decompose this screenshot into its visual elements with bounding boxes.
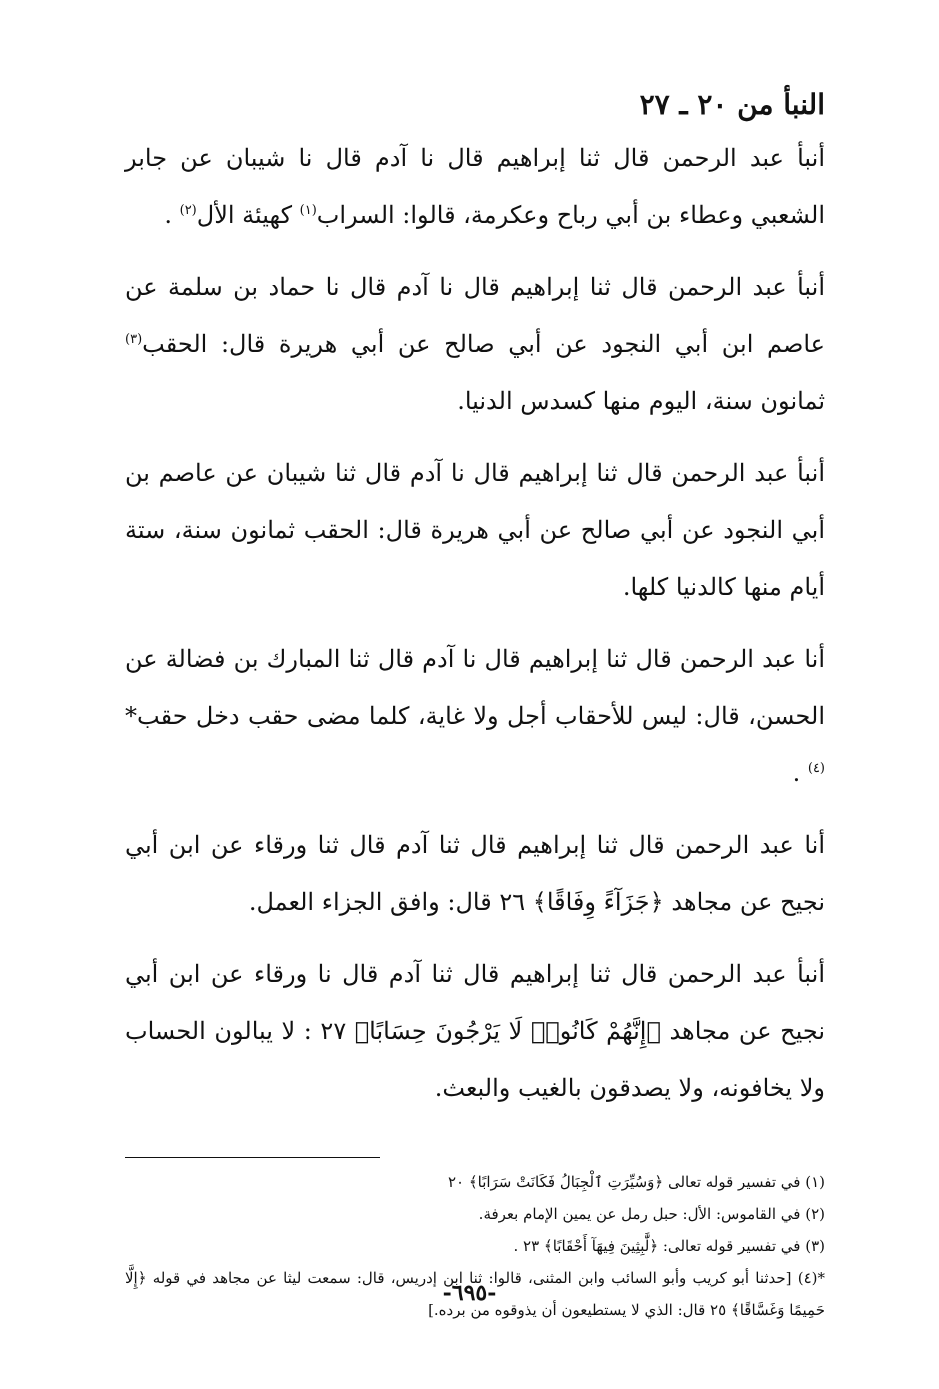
paragraph-1: أنبأ عبد الرحمن قال ثنا إبراهيم قال نا آدم قال نا شيبان عن جابر الشعبي وعطاء بن أبي رباح وعكرمة، قالوا: السراب$^{(١)}$ كهيئة الأل$^{(٢)}$ . xyxy=(125,144,825,229)
footnote-ref-2: (٢) xyxy=(179,203,197,218)
paragraph-3: أنبأ عبد الرحمن قال ثنا إبراهيم قال نا آدم قال ثنا شيبان عن عاصم بن أبي النجود عن أبي صالح عن أبي هريرة قال: الحقب ثمانون سنة، ستة أيام منها كالدنيا كلها. xyxy=(125,459,825,601)
footnote-ref-1: (١) xyxy=(299,203,317,218)
paragraph-5: أنا عبد الرحمن قال ثنا إبراهيم قال ثنا آدم قال ثنا ورقاء عن ابن أبي نجيح عن مجاهد ﴿جَزَآءً وِفَاقًا﴾ ٢٦ قال: وافق الجزاء العمل. xyxy=(125,831,825,916)
footnote-1: (١) في تفسير قوله تعالى ﴿وَسُيِّرَتِ ٱلْجِبَالُ فَكَانَتْ سَرَابًا﴾ ٢٠ xyxy=(447,1173,825,1191)
running-header: النبأ من ٢٠ ـ ٢٧ xyxy=(639,88,825,121)
paragraph-6: أنبأ عبد الرحمن قال ثنا إبراهيم قال ثنا آدم قال نا ورقاء عن ابن أبي نجيح عن مجاهد ﴿إِنَّهُمْ كَانُوا۟ لَا يَرْجُونَ حِسَابًا﴾ ٢٧ : لا يبالون الحساب ولا يخافونه، ولا يصدقون بالغيب والبعث. xyxy=(125,960,825,1102)
page-body xyxy=(125,80,825,1326)
paragraph-4: أنا عبد الرحمن قال ثنا إبراهيم قال نا آدم قال ثنا المبارك بن فضالة عن الحسن، قال: ليس للأحقاب أجل ولا غاية، كلما مضى حقب دخل حقب*$^{(٤)}$ . xyxy=(125,645,825,787)
footnote-3: (٣) في تفسير قوله تعالى: ﴿لَّٰبِثِينَ فِيهَآ أَحْقَابًا﴾ ٢٣ . xyxy=(513,1237,825,1255)
footnote-2: (٢) في القاموس: الأل: حبل رمل عن يمين الإمام بعرفة. xyxy=(478,1205,825,1223)
footnote-4: *(٤) [حدثنا أبو كريب وأبو السائب وابن المثنى، قالوا: ثنا ابن إدريس، قال: سمعت ليثا عن مجاهد في قوله ﴿إِلَّا حَمِيمًا وَغَسَّاقًا﴾ ٢٥ قال: الذي لا يستطيعون أن يذوقوه من برده.] xyxy=(125,1269,825,1319)
footnote-divider xyxy=(125,1157,380,1158)
footnote-ref-4: (٤) xyxy=(807,761,825,776)
paragraph-2: أنبأ عبد الرحمن قال ثنا إبراهيم قال نا آدم قال نا حماد بن سلمة عن عاصم ابن أبي النجود عن أبي صالح عن أبي هريرة قال: الحقب$^{(٣)}$ ثمانون سنة، اليوم منها كسدس الدنيا. xyxy=(125,273,825,415)
page-number: -٦٩٥- xyxy=(442,1280,497,1306)
footnote-ref-3: (٣) xyxy=(125,332,143,347)
